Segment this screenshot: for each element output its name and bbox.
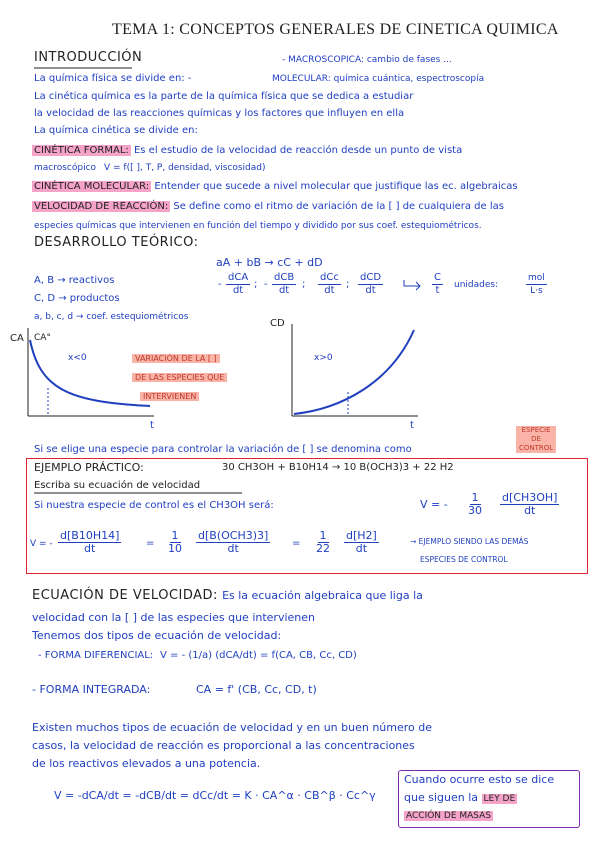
cinetica-formal-text2: macroscópico: [34, 163, 97, 173]
control-badge-2: DE: [516, 435, 556, 444]
rate-0-den: dt: [232, 285, 244, 296]
ecuacion-p1: Existen muchos tipos de ecuación de velocidad y en un buen número de: [32, 721, 433, 734]
variacion-note-3: INTERVIENEN: [140, 391, 199, 403]
ecuacion-line3: Tenemos dos tipos de ecuación de velocidad:: [32, 629, 282, 642]
ejemplo-frac1b: $\frac{d[CH3OH]}{dt}$: [502, 491, 558, 517]
ejemplo-line1: Escriba su ecuación de velocidad: [34, 480, 201, 491]
graph2-curve: [294, 330, 414, 414]
velocidad-row: [32, 201, 504, 213]
rate-3-num: dCD: [360, 272, 382, 283]
units-frac-den: t: [435, 285, 440, 296]
graph1-y-label: CA: [10, 333, 24, 344]
productos-label: C, D → productos: [34, 293, 120, 304]
ejemplo-line2: Si nuestra especie de control es el CH3OH será:: [34, 500, 274, 511]
rate-3-den: dt: [365, 285, 376, 296]
cinetica-molecular-text: Entender que sucede a nivel molecular que justifique las ec. algebraicas: [154, 181, 518, 192]
rate-3: [358, 272, 383, 297]
coef-label: a, b, c, d → coef. estequiométricos: [34, 312, 189, 322]
reaction-equation: aA + bB → cC + dD: [216, 256, 323, 269]
ejemplo-v-eq: V = -: [420, 498, 448, 511]
velocidad-text: Se define como el ritmo de variación de la [ ] de cualquiera de las: [173, 201, 504, 212]
rate-0: [226, 272, 250, 297]
variacion-note-2: DE LAS ESPECIES QUE: [132, 372, 227, 384]
rate-2-num: dCc: [320, 272, 339, 283]
ecuacion-heading-text: Es la ecuación algebraica que liga la: [222, 589, 423, 602]
ejemplo-v-lhs: V = -: [30, 539, 53, 549]
rate-1-den: dt: [278, 285, 290, 296]
intro-underline: [34, 66, 134, 70]
ejemplo-reaction: 30 CH3OH + B10H14 → 10 B(OCH3)3 + 22 H2: [222, 462, 454, 473]
ejemplo-frac3b: d[B(OCH3)3] dt: [198, 529, 269, 555]
molecular-note: MOLECULAR: química cuántica, espectroscopía: [272, 74, 485, 84]
final-eq: V = -dCA/dt = -dCB/dt = dCc/dt = K · CA^α · CB^β · Cc^γ: [54, 789, 376, 802]
rate-1-sign: -: [264, 279, 268, 290]
rate-2: [318, 272, 341, 297]
ecuacion-heading: ECUACIÓN DE VELOCIDAD:: [32, 588, 218, 603]
intro-heading: INTRODUCCIÓN: [34, 50, 143, 65]
cinetica-molecular-label: CINÉTICA MOLECULAR:: [34, 181, 150, 192]
variacion-note-1: VARIACIÓN DE LA [ ]: [132, 353, 220, 365]
cinetica-formal-row: [32, 145, 462, 157]
ejemplo-frac4b: $\frac{d[H2]}{dt}$: [346, 529, 377, 555]
units-frac-num: C: [434, 272, 441, 283]
intro-line1: La química física se divide en: -: [34, 73, 192, 84]
ley-box-line1: Cuando ocurre esto se dice: [404, 773, 555, 786]
graph1-note: x<0: [68, 353, 87, 363]
rate-0-num: dCA: [228, 272, 249, 283]
diff-label: - FORMA DIFERENCIAL:: [38, 650, 154, 661]
macro-note: - MACROSCOPICA: cambio de fases ...: [282, 55, 452, 65]
rate-1-num: dCB: [274, 272, 295, 283]
graph2-x-label: t: [410, 420, 414, 431]
graph1-x-label: t: [150, 420, 154, 431]
velocidad-text2: especies químicas que intervienen en función del tiempo y dividido por sus coef. estequiométricos.: [34, 221, 482, 231]
ecuacion-p2: casos, la velocidad de reacción es proporcional a las concentraciones: [32, 739, 415, 752]
rate-2-den: dt: [324, 285, 335, 296]
units-value-num: mol: [528, 273, 545, 283]
ejemplo-heading: EJEMPLO PRÁCTICO:: [34, 461, 144, 474]
intro-line4: La química cinética se divide en:: [34, 125, 198, 136]
cinetica-molecular-row: [32, 181, 518, 193]
ecuacion-row: [32, 590, 423, 602]
graph1-y0-label: CA°: [34, 333, 51, 343]
units-label: unidades:: [454, 280, 499, 290]
graph2-note: x>0: [314, 353, 333, 363]
intro-line2: La cinética química es la parte de la química física que se dedica a estudiar: [34, 91, 414, 102]
page-title: TEMA 1: CONCEPTOS GENERALES DE CINETICA QUIMICA: [112, 21, 559, 38]
rate-1: [272, 272, 296, 297]
ejemplo-frac2: $\frac{d[B10H14]}{dt}$: [60, 529, 120, 555]
units-frac: [432, 272, 443, 297]
ecuacion-line2: velocidad con la [ ] de las especies que intervienen: [32, 611, 315, 624]
diff-eq: V = - (1/a) (dCA/dt) = f(CA, CB, Cc, CD): [160, 650, 357, 661]
ejemplo-eq-sign: =: [146, 538, 155, 549]
rate-0-sign: -: [218, 279, 222, 290]
graph2-plot: [290, 324, 420, 420]
cinetica-formal-formula: V = f([ ], T, P, densidad, viscosidad): [104, 163, 266, 173]
control-line: Si se elige una especie para controlar la variación de [ ] se denomina como: [34, 444, 412, 455]
ejemplo-note2: ESPECIES DE CONTROL: [420, 555, 508, 564]
intro-line3: la velocidad de las reacciones químicas y los factores que influyen en ella: [34, 108, 405, 119]
ejemplo-frac3: $\frac{1}{10}$: [168, 529, 182, 555]
control-badge-3: CONTROL: [516, 444, 556, 453]
cinetica-formal-label: CINÉTICA FORMAL:: [34, 145, 129, 156]
reactivos-label: A, B → reactivos: [34, 275, 115, 286]
ley-box-line3: ACCIÓN DE MASAS: [406, 811, 492, 821]
ejemplo-line1-underline: [34, 492, 244, 496]
ejemplo-note: → EJEMPLO SIENDO LAS DEMÁS: [410, 537, 529, 546]
implies-arrow-icon: [402, 278, 426, 290]
cinetica-formal-text: Es el estudio de la velocidad de reacción desde un punto de vista: [133, 145, 463, 156]
units-value-den: L·s: [530, 286, 543, 296]
int-eq: CA = f' (CB, Cc, CD, t): [196, 683, 317, 696]
ejemplo-frac1: $\frac{1}{30}$: [468, 491, 482, 517]
graph2-y-label: CD: [270, 318, 285, 329]
ley-box-line2: que siguen la LEY DE: [404, 791, 516, 804]
ecuacion-p3: de los reactivos elevados a una potencia.: [32, 757, 261, 770]
ejemplo-frac4: $\frac{1}{22}$: [316, 529, 330, 555]
control-badge-1: ESPECIE: [516, 426, 556, 435]
int-label: - FORMA INTEGRADA:: [32, 683, 151, 696]
velocidad-label: VELOCIDAD DE REACCIÓN:: [34, 201, 169, 212]
units-value: [526, 272, 547, 297]
desarrollo-heading: DESARROLLO TEÓRICO:: [34, 235, 199, 250]
control-badge: [516, 426, 556, 453]
